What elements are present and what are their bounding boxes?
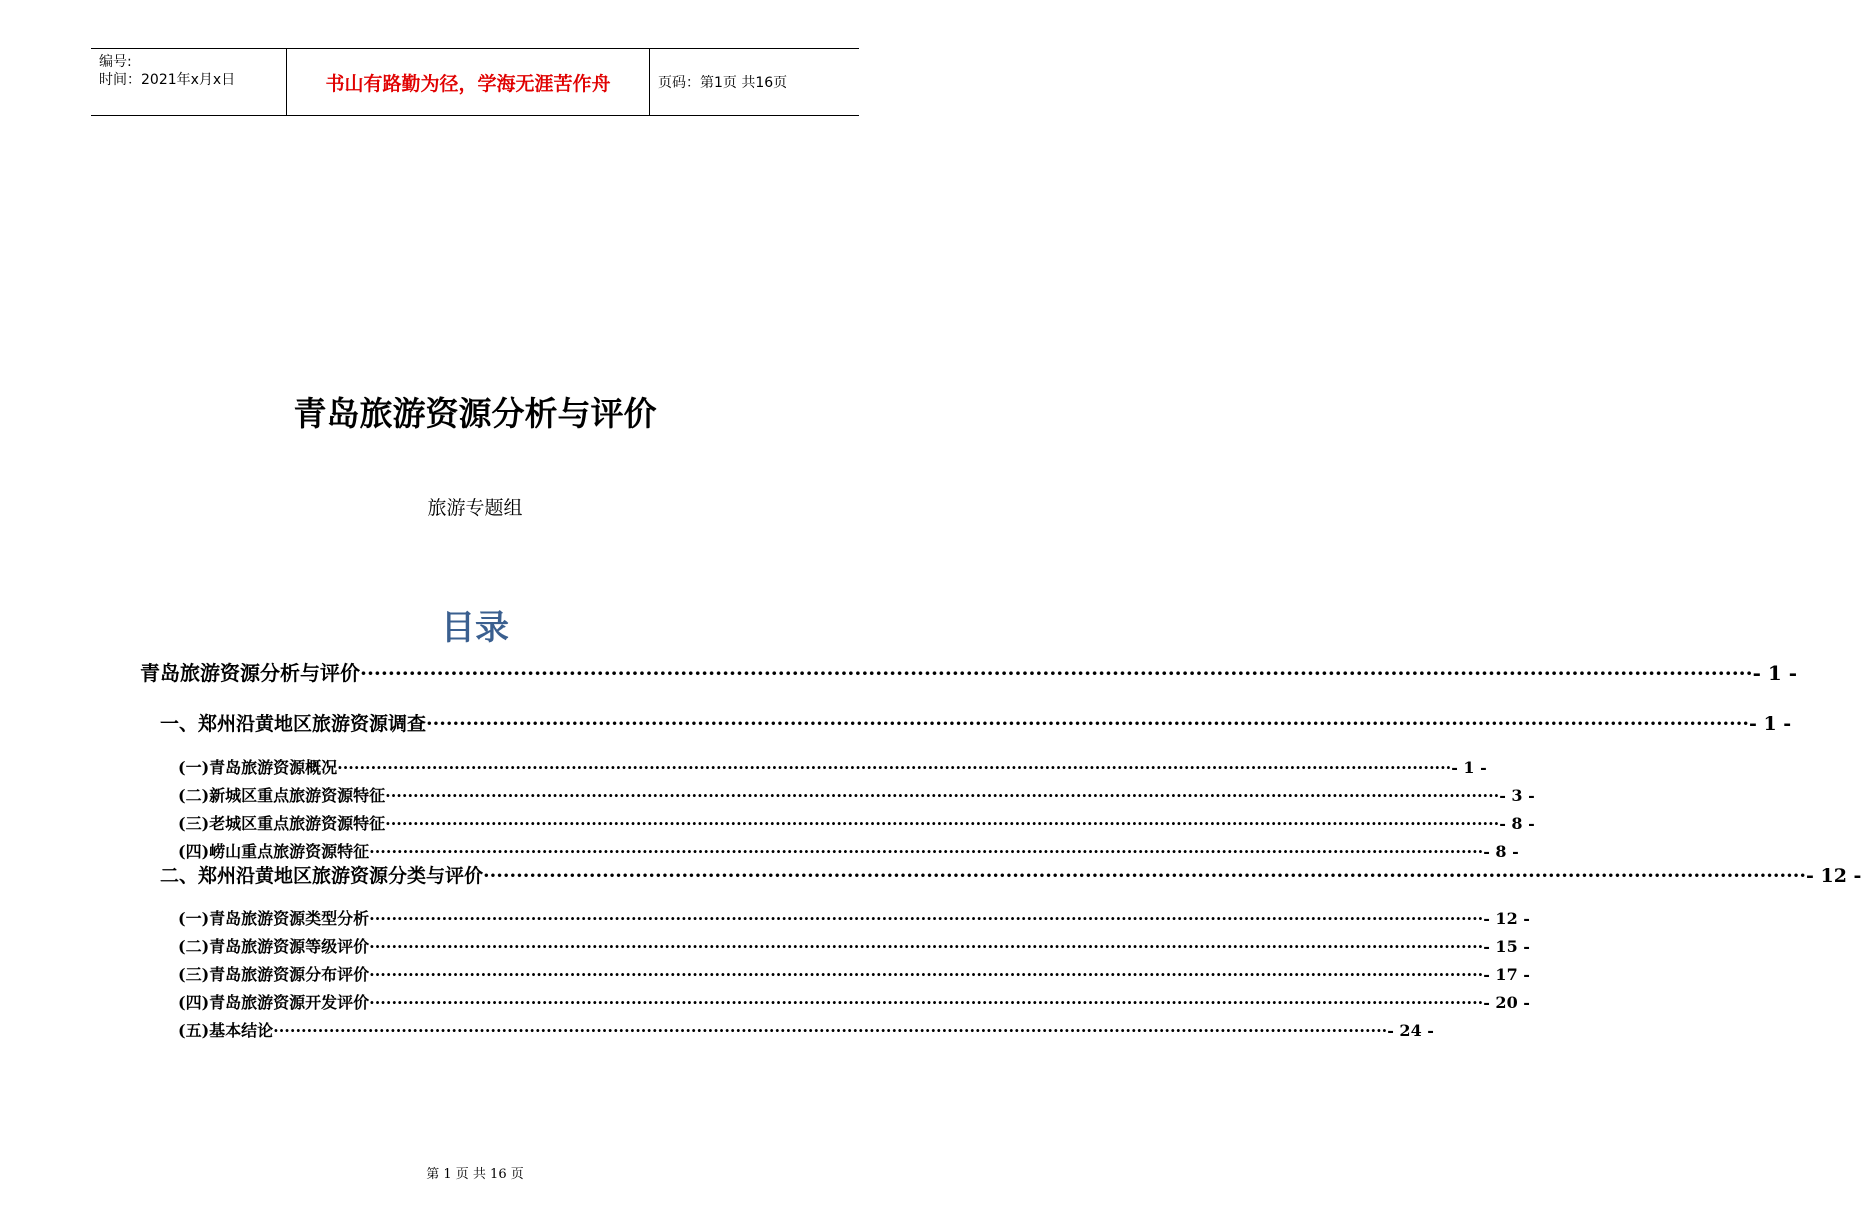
toc-heading: 目录 <box>441 608 509 648</box>
time-label: 时间：2021年x月x日 <box>99 72 236 88</box>
page-footer: 第 1 页 共 16 页 <box>426 1167 524 1182</box>
toc-entry-label: (三)青岛旅游资源分布评价 <box>178 965 370 984</box>
toc-leader: ········································································································································································································ <box>385 814 1500 833</box>
toc-leader: ········································································································································································································ <box>369 937 1484 956</box>
toc-entry-label: (一)青岛旅游资源概况 <box>178 758 338 777</box>
toc-entry-page: - 12 - <box>1483 909 1530 928</box>
toc-entry-label: (二)新城区重点旅游资源特征 <box>178 786 386 805</box>
toc-entry-page: - 1 - <box>1752 661 1798 685</box>
toc-leader: ········································································································································································································ <box>360 661 1753 685</box>
toc-entry-page: - 1 - <box>1451 758 1487 777</box>
toc-entry[interactable] <box>178 962 1530 985</box>
toc-entry[interactable] <box>178 906 1530 929</box>
toc-entry[interactable] <box>178 934 1530 957</box>
toc-entry-page: - 24 - <box>1387 1021 1434 1040</box>
toc-entry-label: (三)老城区重点旅游资源特征 <box>178 814 386 833</box>
header-page-info: 页码：第1页 共16页 <box>658 75 788 91</box>
toc-entry-label: 青岛旅游资源分析与评价 <box>140 661 360 685</box>
toc-leader: ········································································································································································································ <box>369 993 1484 1012</box>
toc-entry-page: - 12 - <box>1805 865 1861 887</box>
toc-leader: ········································································································································································································ <box>385 786 1500 805</box>
toc-leader: ········································································································································································································ <box>337 758 1452 777</box>
toc-entry-page: - 8 - <box>1499 814 1535 833</box>
toc-entry[interactable] <box>178 755 1487 778</box>
document-author: 旅游专题组 <box>427 497 523 519</box>
toc-entry[interactable] <box>178 1018 1434 1041</box>
number-label: 编号: <box>99 54 132 70</box>
document-title: 青岛旅游资源分析与评价 <box>293 394 657 433</box>
toc-entry[interactable] <box>178 783 1535 806</box>
toc-leader: ········································································································································································································ <box>483 865 1806 887</box>
toc-entry-label: 二、郑州沿黄地区旅游资源分类与评价 <box>160 865 484 887</box>
toc-entry[interactable] <box>178 811 1535 834</box>
header-motto: 书山有路勤为径，学海无涯苦作舟 <box>287 49 650 115</box>
toc-entry-label: (一)青岛旅游资源类型分析 <box>178 909 370 928</box>
toc-entry-label: (五)基本结论 <box>178 1021 274 1040</box>
toc-entry-label: (四)青岛旅游资源开发评价 <box>178 993 370 1012</box>
toc-entry-page: - 17 - <box>1483 965 1530 984</box>
toc-entry-label: (二)青岛旅游资源等级评价 <box>178 937 370 956</box>
toc-entry[interactable] <box>178 839 1519 862</box>
toc-entry[interactable] <box>178 990 1530 1013</box>
toc-entry-page: - 15 - <box>1483 937 1530 956</box>
toc-entry-page: - 8 - <box>1483 842 1519 861</box>
toc-entry[interactable] <box>160 861 1861 888</box>
toc-leader: ········································································································································································································ <box>426 713 1749 735</box>
toc-entry[interactable] <box>140 657 1798 686</box>
toc-entry-label: 一、郑州沿黄地区旅游资源调查 <box>160 713 427 735</box>
toc-entry-label: (四)崂山重点旅游资源特征 <box>178 842 370 861</box>
toc-entry-page: - 20 - <box>1483 993 1530 1012</box>
toc-entry-page: - 3 - <box>1499 786 1535 805</box>
toc-leader: ········································································································································································································ <box>273 1021 1388 1040</box>
toc-entry[interactable] <box>160 709 1792 736</box>
toc-leader: ········································································································································································································ <box>369 965 1484 984</box>
toc-leader: ········································································································································································································ <box>369 842 1484 861</box>
toc-leader: ········································································································································································································ <box>369 909 1484 928</box>
toc-entry-page: - 1 - <box>1748 713 1792 735</box>
